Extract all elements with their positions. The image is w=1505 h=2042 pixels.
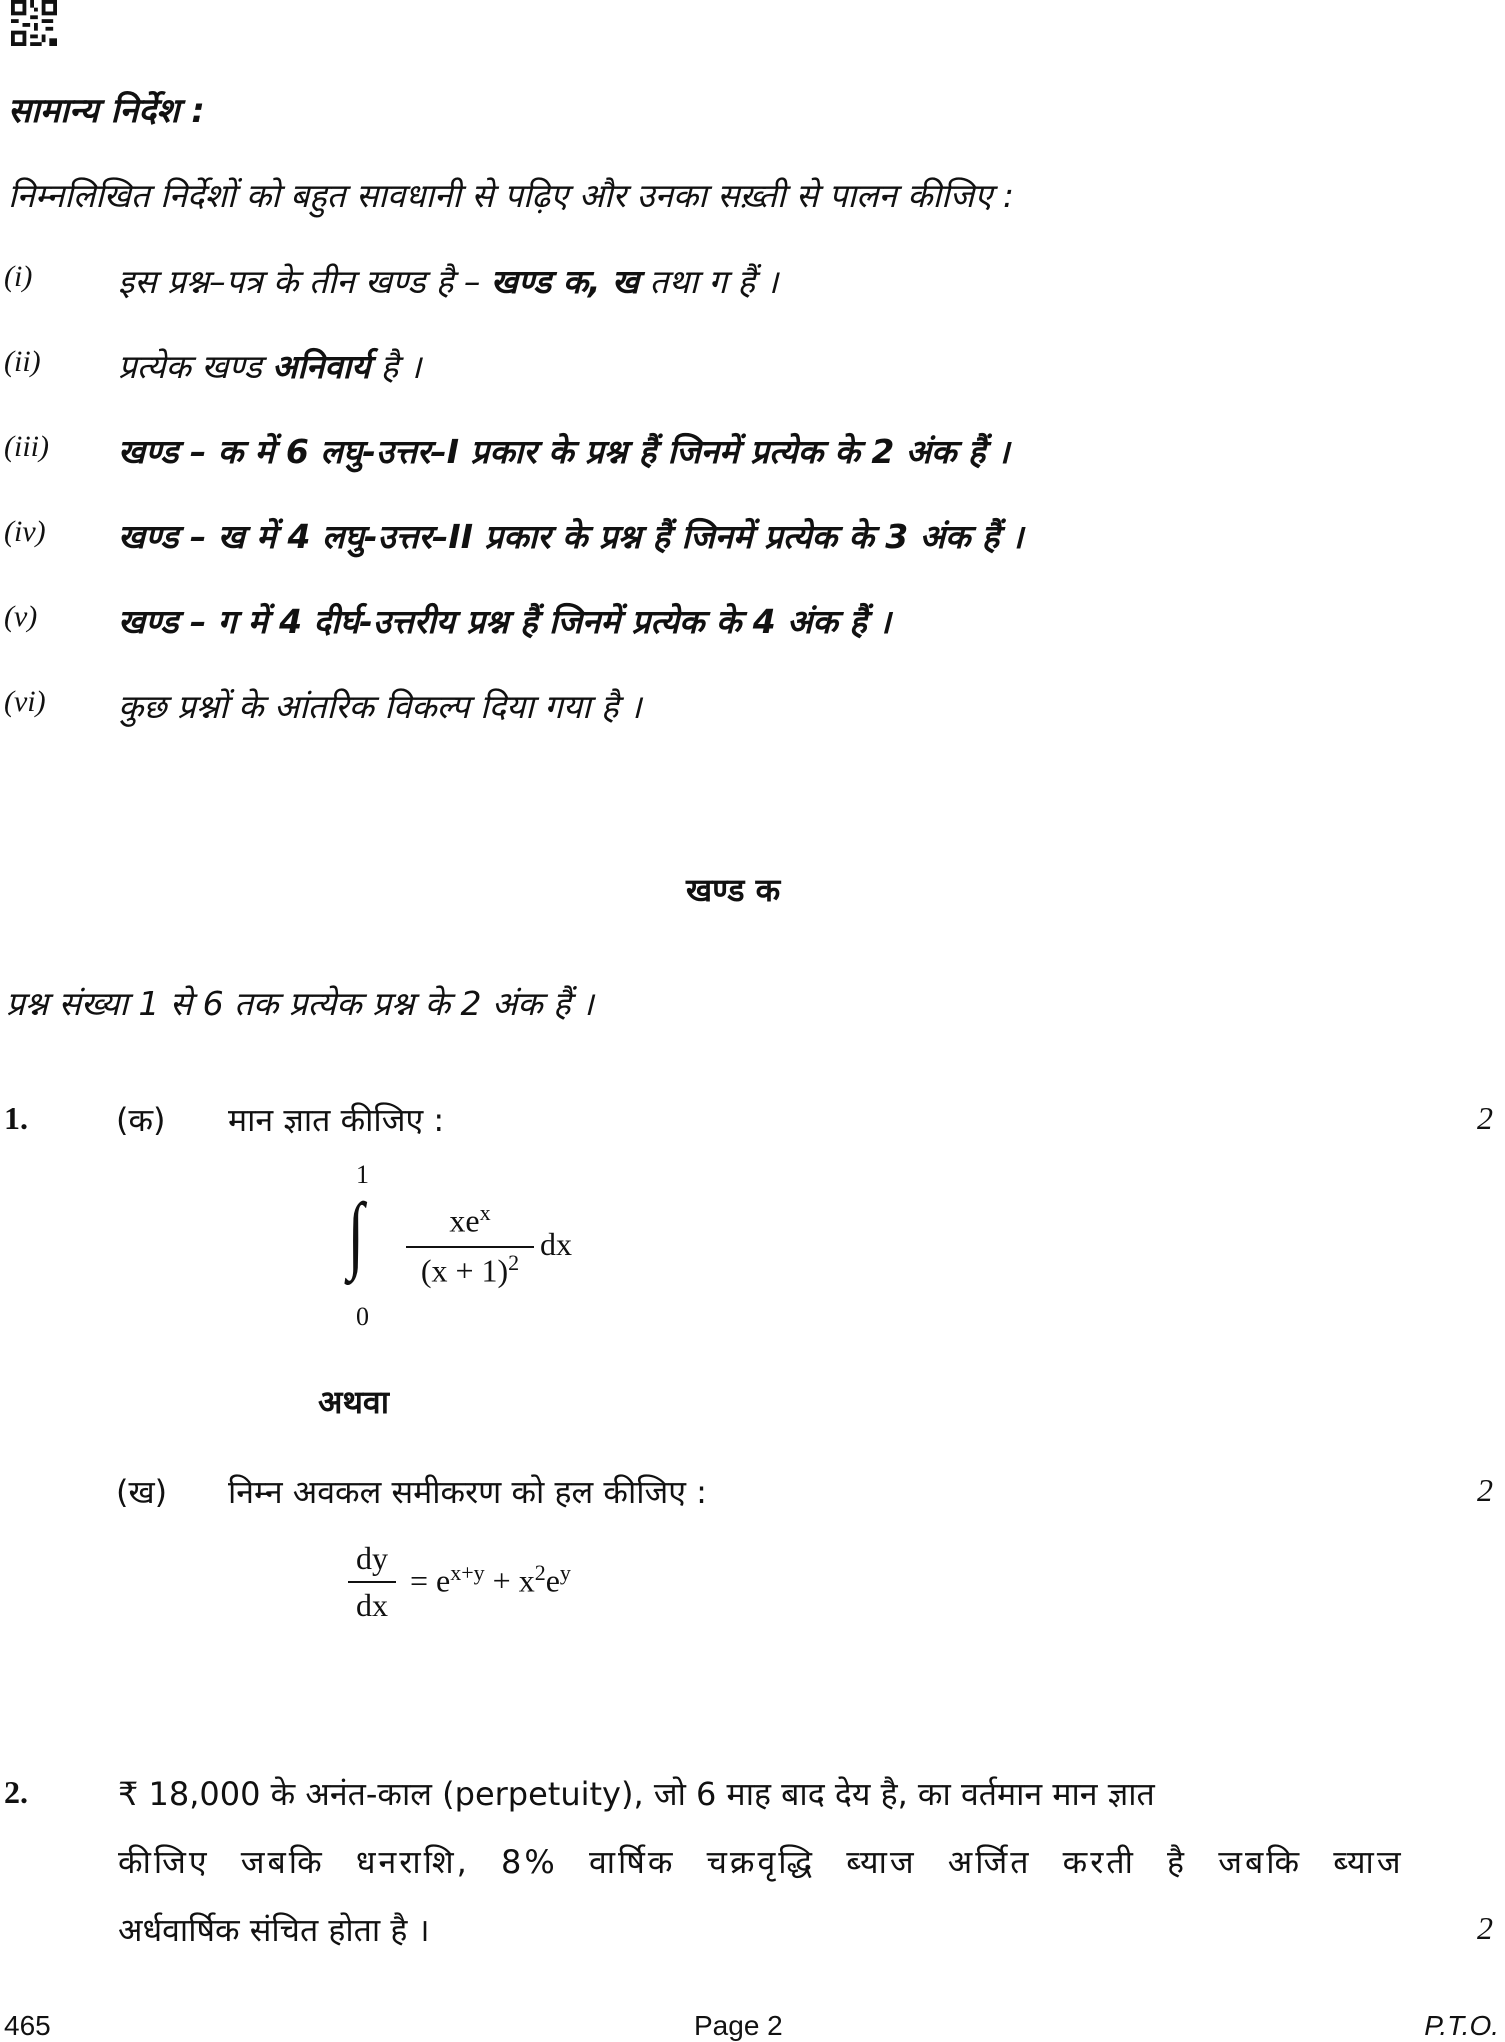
fraction-numerator: dy: [356, 1540, 388, 1576]
instruction-item: खण्ड – ख में 4 लघु-उत्तर–II प्रकार के प्रश्न हैं जिनमें प्रत्येक के 3 अंक हैं ।: [118, 517, 1024, 556]
instruction-number: (v): [4, 600, 38, 633]
question-text: मान ज्ञात कीजिए :: [228, 1101, 445, 1139]
section-heading: खण्ड क: [686, 871, 781, 909]
question-text-line: कीजिए जबकि धनराशि, 8% वार्षिक चक्रवृद्धि ब्याज अर्जित करती है जबकि ब्याज: [118, 1843, 1404, 1881]
fraction-denominator: dx: [356, 1587, 388, 1623]
question-text-line: ₹ 18,000 के अनंत-काल (perpetuity), जो 6 माह बाद देय है, का वर्तमान मान ज्ञात: [118, 1775, 1155, 1813]
question-marks: 2: [1477, 1910, 1493, 1946]
fraction-numerator: $xe^x$: [449, 1200, 491, 1239]
instruction-number: (vi): [4, 685, 46, 718]
instruction-item: प्रत्येक खण्ड अनिवार्य है ।: [118, 347, 422, 386]
instruction-item: इस प्रश्न–पत्र के तीन खण्ड है – खण्ड क, ख तथा ग हैं ।: [118, 262, 779, 301]
integral-sign: ∫: [347, 1185, 365, 1281]
qr-code-icon: [10, 0, 58, 46]
general-instructions-title: सामान्य निर्देश :: [8, 91, 205, 131]
paper-code: 465: [4, 2010, 51, 2041]
instruction-item: खण्ड – क में 6 लघु-उत्तर–I प्रकार के प्रश्न हैं जिनमें प्रत्येक के 2 अंक हैं ।: [118, 432, 1010, 471]
instruction-number: (ii): [4, 345, 41, 378]
instruction-number: (iv): [4, 515, 46, 548]
question-part-label: (क): [116, 1101, 166, 1139]
section-note: प्रश्न संख्या 1 से 6 तक प्रत्येक प्रश्न के 2 अंक हैं ।: [6, 984, 594, 1023]
question-text: निम्न अवकल समीकरण को हल कीजिए :: [228, 1473, 707, 1511]
equation-rhs: = $e^{x+y} + x^2e^y$: [410, 1560, 571, 1599]
general-instructions-intro: निम्नलिखित निर्देशों को बहुत सावधानी से पढ़िए और उनका सख़्ती से पालन कीजिए :: [8, 176, 1014, 215]
question-marks: 2: [1477, 1472, 1493, 1508]
integral-upper-limit: 1: [356, 1160, 369, 1189]
integral-lower-limit: 0: [356, 1302, 369, 1331]
instruction-number: (i): [4, 260, 33, 293]
differential: dx: [540, 1226, 572, 1262]
question-part-label: (ख): [116, 1473, 168, 1511]
derivative-fraction: [348, 1540, 396, 1624]
question-text-line: अर्धवार्षिक संचित होता है ।: [118, 1911, 430, 1949]
fraction-denominator: $(x + 1)^2$: [420, 1250, 520, 1289]
page-number: Page 2: [694, 2010, 783, 2041]
question-number: 2.: [4, 1774, 28, 1810]
question-number: 1.: [4, 1100, 28, 1136]
fraction-bar: [406, 1246, 534, 1248]
fraction-bar: [348, 1581, 396, 1583]
integrand-fraction: [406, 1200, 534, 1290]
instruction-item: खण्ड – ग में 4 दीर्घ-उत्तरीय प्रश्न हैं जिनमें प्रत्येक के 4 अंक हैं ।: [118, 602, 891, 641]
question-marks: 2: [1477, 1100, 1493, 1136]
or-label: अथवा: [318, 1383, 389, 1421]
please-turn-over: P.T.O.: [1424, 2010, 1499, 2041]
instruction-item: कुछ प्रश्नों के आंतरिक विकल्प दिया गया है ।: [118, 687, 642, 726]
instruction-number: (iii): [4, 430, 49, 463]
